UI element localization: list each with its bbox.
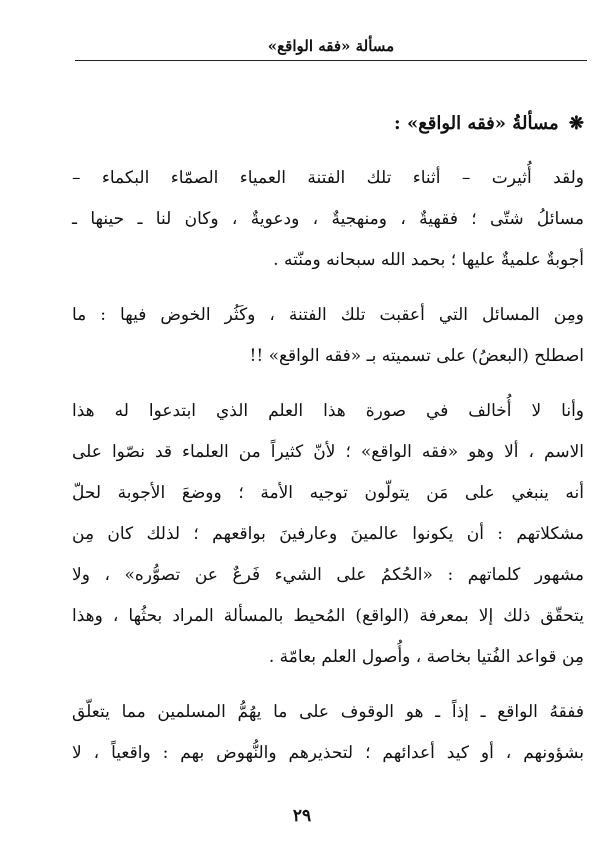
text-line: الاسم ، ألا وهو «فقه الواقع» ؛ لأنّ كثيراً من العلماء قد نصّوا على <box>72 442 584 462</box>
page-number: ٢٩ <box>292 806 312 826</box>
text-line: مِن قواعد الفُتيا بخاصة ، وأُصول العلم بعامّة . <box>268 647 584 667</box>
text-line: يتحقّق ذلك إلا بمعرفة (الواقع) المُحيط بالمسألة المراد بحثُها ، وهذا <box>72 606 584 626</box>
paragraph-1 <box>72 158 584 281</box>
asterism-icon: ❋ <box>568 113 584 134</box>
text-line: أجوبةٌ علميةٌ عليها ؛ بحمد الله سبحانه ومنّته . <box>273 250 584 270</box>
running-header: مسألة «فقه الواقع» <box>267 37 395 55</box>
text-line: ولقد أُثيرت – أثناء تلك الفتنة العمياء الصمّاء البكماء – <box>72 168 584 188</box>
page-body <box>72 104 584 788</box>
section-heading <box>72 104 584 144</box>
text-line: مسائلُ شتّى ؛ فقهيةٌ ، ومنهجيةٌ ، ودعويةٌ ، وكان لنا ـ حينها ـ <box>72 209 584 229</box>
text-line: أنه ينبغي على مَن يتولّون توجيه الأمة ؛ ووضعَ الأجوبة لحلّ <box>72 483 584 503</box>
header-rule <box>75 60 587 61</box>
text-line: اصطلح (البعضُ) على تسميته بـ «فقه الواقع» !! <box>249 346 584 366</box>
text-line: مشكلاتهم : أن يكونوا عالمينَ وعارفينَ بواقعهم ؛ لذلك كان مِن <box>72 524 584 544</box>
text-line: ومِن المسائل التي أعقبت تلك الفتنة ، وكَثُر الخوض فيها : ما <box>72 305 584 325</box>
section-title-text: مسألةُ «فقه الواقع» : <box>394 113 559 134</box>
text-line: بشؤونهم ، أو كيد أعدائهم ؛ لتحذيرهم والنُّهوض بهم : واقعياً ، لا <box>72 743 584 763</box>
text-line: مشهور كلماتهم : «الحُكمُ على الشيء فَرعٌ عن تصوُّره» ، ولا <box>72 565 584 585</box>
paragraph-2 <box>72 295 584 377</box>
text-line: ففقهُ الواقع ـ إذاً ـ هو الوقوف على ما يهُمُّ المسلمين مما يتعلّق <box>72 702 584 722</box>
paragraph-4 <box>72 692 584 774</box>
text-line: وأنا لا أُخالف في صورة هذا العلم الذي ابتدعوا له هذا <box>72 401 584 421</box>
paragraph-3 <box>72 391 584 678</box>
